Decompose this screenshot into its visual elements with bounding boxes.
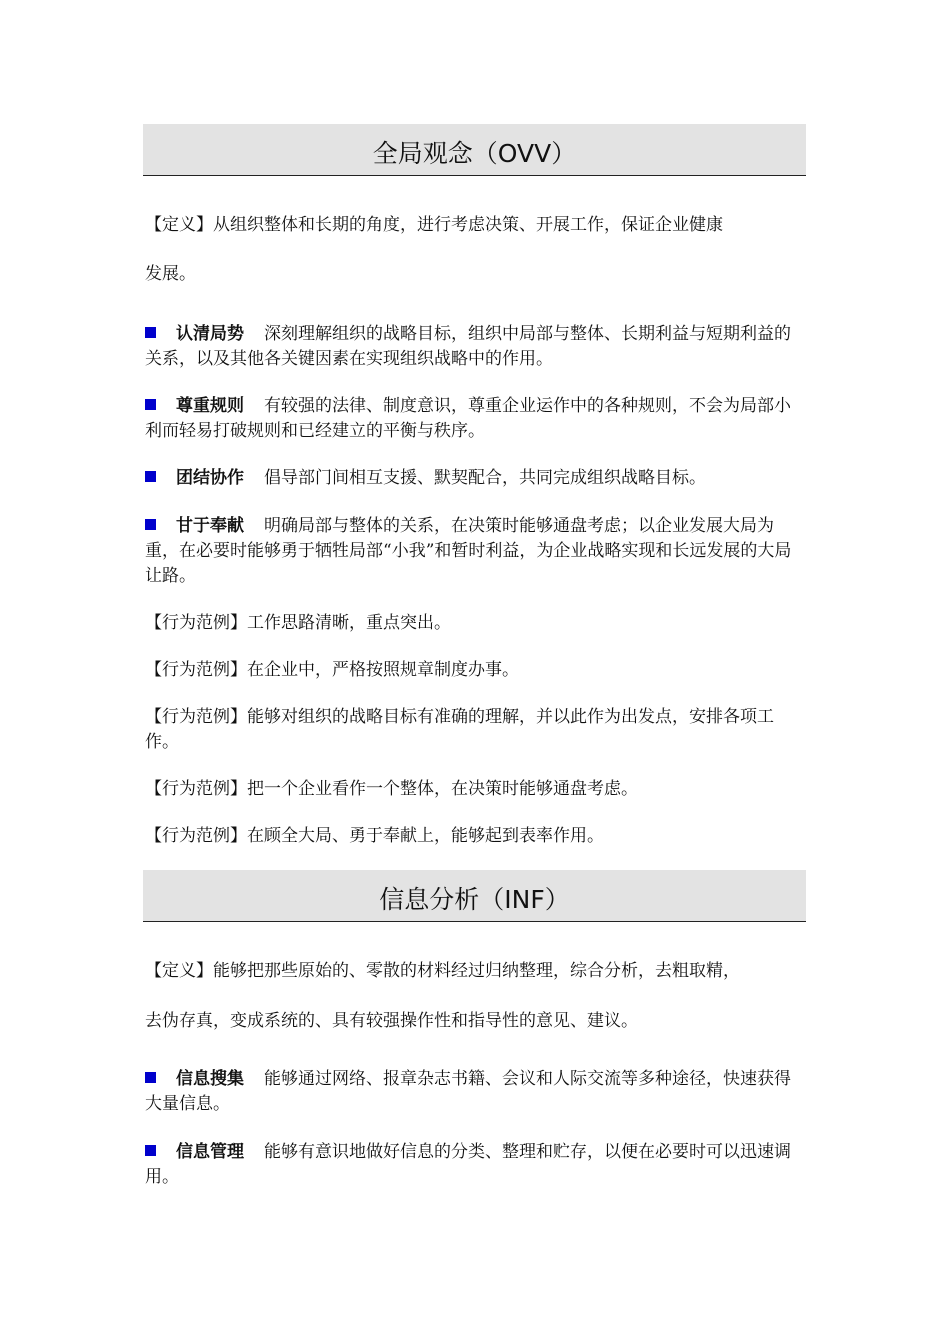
item-term: 信息管理 <box>176 1142 244 1162</box>
definition-ovv: 【定义】从组织整体和长期的角度，进行考虑决策、开展工作，保证企业健康 <box>145 215 723 235</box>
list-item <box>145 1140 805 1190</box>
item-term: 团结协作 <box>176 468 244 488</box>
list-item <box>145 322 805 372</box>
definition-inf: 【定义】能够把那些原始的、零散的材料经过归纳整理，综合分析，去粗取精， <box>145 961 740 981</box>
item-desc: 能够通过网络、报章杂志书籍、会议和人际交流等多种途径，快速获得大量信息。 <box>145 1069 791 1114</box>
item-term: 认清局势 <box>176 324 244 344</box>
behavior-example: 【行为范例】把一个企业看作一个整体，在决策时能够通盘考虑。 <box>145 779 638 799</box>
list-item <box>145 466 805 491</box>
item-desc: 深刻理解组织的战略目标，组织中局部与整体、长期利益与短期利益的关系，以及其他各关键因素在实现组织战略中的作用。 <box>145 324 791 369</box>
bullet-square-icon <box>145 1145 156 1156</box>
bullet-square-icon <box>145 519 156 530</box>
item-desc: 能够有意识地做好信息的分类、整理和贮存，以便在必要时可以迅速调用。 <box>145 1142 791 1187</box>
item-term: 信息搜集 <box>176 1069 244 1089</box>
item-desc: 倡导部门间相互支援、默契配合，共同完成组织战略目标。 <box>264 468 706 488</box>
bullet-square-icon <box>145 471 156 482</box>
bullet-square-icon <box>145 399 156 410</box>
section-title-ovv: 全局观念（OVV） <box>143 124 806 176</box>
list-item <box>145 514 805 589</box>
behavior-example: 【行为范例】工作思路清晰，重点突出。 <box>145 613 451 633</box>
item-term: 尊重规则 <box>176 396 244 416</box>
behavior-example: 【行为范例】在企业中，严格按照规章制度办事。 <box>145 660 519 680</box>
list-item <box>145 394 805 444</box>
list-item <box>145 1067 805 1117</box>
section-title-inf: 信息分析（INF） <box>143 870 806 922</box>
item-desc: 有较强的法律、制度意识，尊重企业运作中的各种规则，不会为局部小利而轻易打破规则和已经建立的平衡与秩序。 <box>145 396 791 441</box>
item-term: 甘于奉献 <box>176 516 244 536</box>
bullet-square-icon <box>145 1072 156 1083</box>
definition-ovv-cont: 发展。 <box>145 264 196 284</box>
item-desc: 明确局部与整体的关系，在决策时能够通盘考虑；以企业发展大局为重，在必要时能够勇于牺牲局部“小我”和暂时利益，为企业战略实现和长远发展的大局让路。 <box>145 516 792 586</box>
behavior-example: 【行为范例】能够对组织的战略目标有准确的理解，并以此作为出发点，安排各项工作。 <box>145 707 774 752</box>
bullet-square-icon <box>145 327 156 338</box>
behavior-example: 【行为范例】在顾全大局、勇于奉献上，能够起到表率作用。 <box>145 826 604 846</box>
definition-inf-cont: 去伪存真，变成系统的、具有较强操作性和指导性的意见、建议。 <box>145 1011 638 1031</box>
